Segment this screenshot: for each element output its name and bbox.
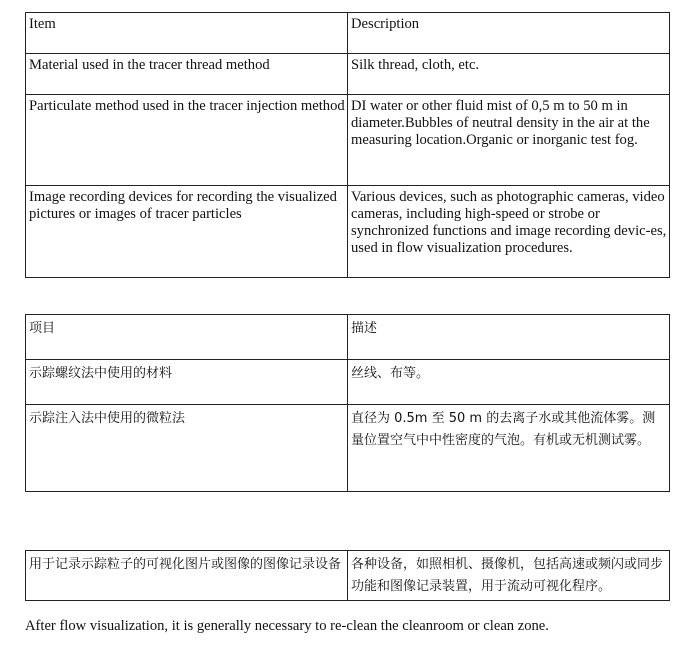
header-item-cell: Item bbox=[26, 13, 348, 54]
description-cell: 丝线、布等。 bbox=[348, 360, 670, 405]
description-cell: Various devices, such as photographic cameras, video cameras, including high-speed or strobe or synchronized functions and image recording devic-es, used in flow visualization procedures. bbox=[348, 186, 670, 278]
item-cell: Image recording devices for recording the visualized pictures or images of tracer particles bbox=[26, 186, 348, 278]
table-row bbox=[26, 95, 670, 186]
table-row bbox=[26, 551, 670, 601]
table-row bbox=[26, 186, 670, 278]
item-cell: 示踪注入法中使用的微粒法 bbox=[26, 405, 348, 492]
table-header-row bbox=[26, 13, 670, 54]
table-row bbox=[26, 54, 670, 95]
description-cell: DI water or other fluid mist of 0,5 m to 50 m in diameter.Bubbles of neutral density in the air at the measuring location.Organic or inorganic test fog. bbox=[348, 95, 670, 186]
item-cell: 用于记录示踪粒子的可视化图片或图像的图像记录设备 bbox=[26, 551, 348, 601]
description-cell: 各种设备，如照相机、摄像机，包括高速或频闪或同步功能和图像记录装置，用于流动可视化程序。 bbox=[348, 551, 670, 601]
english-table bbox=[25, 12, 670, 278]
table-row bbox=[26, 360, 670, 405]
footer-paragraph: After flow visualization, it is generally necessary to re-clean the cleanroom or clean zone. bbox=[25, 618, 549, 634]
chinese-table bbox=[25, 314, 670, 492]
header-item-cell: 项目 bbox=[26, 315, 348, 360]
chinese-devices-table bbox=[25, 550, 670, 601]
item-cell: Material used in the tracer thread method bbox=[26, 54, 348, 95]
table-header-row bbox=[26, 315, 670, 360]
description-cell: 直径为 0.5m 至 50 m 的去离子水或其他流体雾。测量位置空气中中性密度的气泡。有机或无机测试雾。 bbox=[348, 405, 670, 492]
item-cell: Particulate method used in the tracer injection method bbox=[26, 95, 348, 186]
header-description-cell: 描述 bbox=[348, 315, 670, 360]
table-row bbox=[26, 405, 670, 492]
header-description-cell: Description bbox=[348, 13, 670, 54]
item-cell: 示踪螺纹法中使用的材料 bbox=[26, 360, 348, 405]
description-cell: Silk thread, cloth, etc. bbox=[348, 54, 670, 95]
